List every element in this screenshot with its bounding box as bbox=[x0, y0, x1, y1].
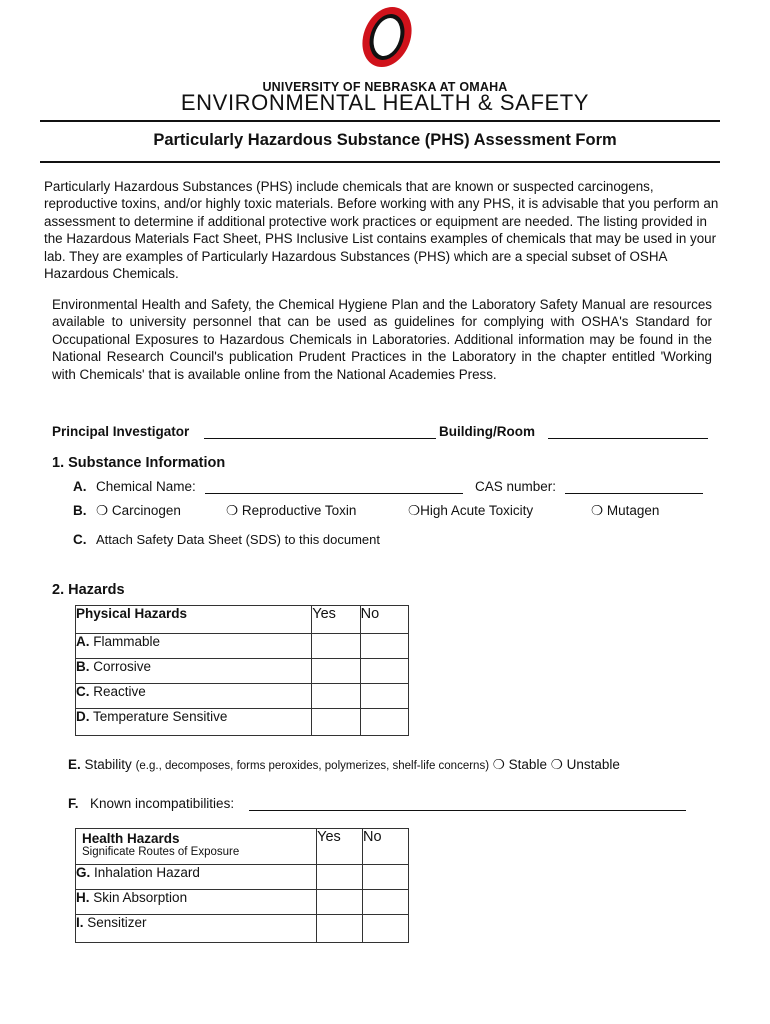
cas-number-label: CAS number: bbox=[475, 479, 557, 494]
hazard-label-cell bbox=[76, 659, 312, 684]
hazard-label-cell bbox=[76, 684, 312, 709]
building-input[interactable] bbox=[548, 424, 708, 439]
flammable-yes-cell[interactable] bbox=[312, 634, 360, 659]
health-hazards-header-cell bbox=[76, 829, 317, 865]
physical-hazards-header: Physical Hazards bbox=[76, 606, 312, 634]
unstable-option[interactable] bbox=[551, 757, 620, 772]
physical-yes-header: Yes bbox=[312, 606, 360, 634]
inhalation-hazard-label: Inhalation Hazard bbox=[94, 865, 200, 880]
title-bottom-rule bbox=[40, 161, 720, 163]
radio-circle-icon[interactable]: ❍ bbox=[408, 503, 421, 518]
corrosive-no-cell[interactable] bbox=[360, 659, 408, 684]
temperature-sensitive-yes-cell[interactable] bbox=[312, 709, 360, 736]
table-row bbox=[76, 915, 409, 943]
row-letter: H. bbox=[76, 890, 90, 905]
building-label: Building/Room bbox=[439, 424, 535, 439]
stability-detail: (e.g., decomposes, forms peroxides, polymerizes, shelf-life concerns) bbox=[135, 760, 490, 772]
radio-circle-icon[interactable]: ❍ bbox=[492, 757, 505, 772]
row-letter: I. bbox=[76, 915, 84, 930]
health-hazards-table bbox=[75, 828, 409, 943]
table-row bbox=[76, 890, 409, 915]
carcinogen-option[interactable] bbox=[96, 503, 181, 519]
reactive-label: Reactive bbox=[93, 684, 146, 699]
sensitizer-no-cell[interactable] bbox=[363, 915, 409, 943]
row-letter: G. bbox=[76, 865, 91, 880]
physical-no-header: No bbox=[360, 606, 408, 634]
intro-paragraph-2: Environmental Health and Safety, the Chemical Hygiene Plan and the Laboratory Safety Manual are resources available to university personnel that can be used as guidelines for complying with OSHA's Standard for Occupational Exposures to Hazardous Chemicals in Laboratories. Additional information may be found in the National Research Council's publication Prudent Practices in the Laboratory in the chapter entitled 'Working with Chemicals' that is available online from the National Academies Press. bbox=[52, 297, 712, 382]
row-letter: A. bbox=[76, 634, 90, 649]
skin-absorption-no-cell[interactable] bbox=[363, 890, 409, 915]
reactive-yes-cell[interactable] bbox=[312, 684, 360, 709]
attach-sds-text: Attach Safety Data Sheet (SDS) to this document bbox=[96, 532, 380, 547]
section-2-heading: 2. Hazards bbox=[52, 582, 125, 598]
sensitizer-yes-cell[interactable] bbox=[317, 915, 363, 943]
university-logo-icon bbox=[355, 3, 421, 71]
hazard-label-cell bbox=[76, 709, 312, 736]
cas-number-input[interactable] bbox=[565, 479, 703, 494]
corrosive-label: Corrosive bbox=[93, 659, 152, 674]
skin-absorption-yes-cell[interactable] bbox=[317, 890, 363, 915]
high-acute-toxicity-option[interactable] bbox=[408, 503, 533, 519]
table-row bbox=[76, 634, 409, 659]
mutagen-label: Mutagen bbox=[606, 503, 660, 518]
section-1-heading: 1. Substance Information bbox=[52, 455, 226, 471]
stable-option[interactable] bbox=[493, 757, 547, 772]
pi-label: Principal Investigator bbox=[52, 424, 190, 439]
university-name: UNIVERSITY OF NEBRASKA AT OMAHA bbox=[262, 80, 508, 94]
inhalation-no-cell[interactable] bbox=[363, 865, 409, 890]
row-letter: D. bbox=[76, 709, 90, 724]
sensitizer-label: Sensitizer bbox=[87, 915, 147, 930]
reproductive-toxin-label: Reproductive Toxin bbox=[241, 503, 357, 518]
stability-label: Stability bbox=[84, 757, 132, 772]
pi-input[interactable] bbox=[204, 424, 436, 439]
table-row bbox=[76, 709, 409, 736]
stability-row bbox=[68, 757, 620, 773]
item-f-letter: F. bbox=[68, 796, 79, 811]
health-hazards-header: Health Hazards bbox=[82, 831, 180, 846]
intro-paragraph-1: Particularly Hazardous Substances (PHS) include chemicals that are known or suspected carcinogens, reproductive toxins, and/or highly toxic materials. Before working with any PHS, it is advisable that you perform an assessment to determine if additional protective work practices or equipment are needed. The listing provided in the Hazardous Materials Fact Sheet, PHS Inclusive List contains examples of chemicals that may be used in your lab. They are examples of Particularly Hazardous Substances (PHS) which are a special subset of OSHA Hazardous Chemicals. bbox=[44, 179, 719, 282]
carcinogen-label: Carcinogen bbox=[111, 503, 181, 518]
stable-label: Stable bbox=[508, 757, 547, 772]
table-row bbox=[76, 865, 409, 890]
inhalation-yes-cell[interactable] bbox=[317, 865, 363, 890]
item-e-letter: E. bbox=[68, 757, 81, 772]
hazard-label-cell bbox=[76, 915, 317, 943]
item-a-letter: A. bbox=[73, 479, 87, 494]
row-letter: C. bbox=[76, 684, 90, 699]
table-row bbox=[76, 684, 409, 709]
flammable-label: Flammable bbox=[93, 634, 161, 649]
title-top-rule bbox=[40, 120, 720, 122]
temperature-sensitive-no-cell[interactable] bbox=[360, 709, 408, 736]
hazard-label-cell bbox=[76, 634, 312, 659]
routes-of-exposure-subheader: Significate Routes of Exposure bbox=[82, 846, 240, 858]
temperature-sensitive-label: Temperature Sensitive bbox=[93, 709, 228, 724]
item-c-letter: C. bbox=[73, 532, 87, 547]
radio-circle-icon[interactable]: ❍ bbox=[550, 757, 563, 772]
health-yes-header: Yes bbox=[317, 829, 363, 865]
department-name: ENVIRONMENTAL HEALTH & SAFETY bbox=[180, 90, 590, 115]
hazard-label-cell bbox=[76, 865, 317, 890]
item-b-letter: B. bbox=[73, 503, 87, 518]
corrosive-yes-cell[interactable] bbox=[312, 659, 360, 684]
skin-absorption-label: Skin Absorption bbox=[93, 890, 188, 905]
table-row bbox=[76, 659, 409, 684]
reproductive-toxin-option[interactable] bbox=[226, 503, 356, 519]
unstable-label: Unstable bbox=[566, 757, 620, 772]
page-title: Particularly Hazardous Substance (PHS) Assessment Form bbox=[153, 131, 617, 149]
high-acute-toxicity-label: High Acute Toxicity bbox=[420, 503, 534, 518]
reactive-no-cell[interactable] bbox=[360, 684, 408, 709]
radio-circle-icon[interactable]: ❍ bbox=[226, 503, 239, 518]
incompatibilities-input[interactable] bbox=[249, 796, 686, 811]
hazard-label-cell bbox=[76, 890, 317, 915]
radio-circle-icon[interactable]: ❍ bbox=[591, 503, 604, 518]
mutagen-option[interactable] bbox=[591, 503, 659, 519]
incompatibilities-label: Known incompatibilities: bbox=[90, 796, 235, 811]
row-letter: B. bbox=[76, 659, 90, 674]
radio-circle-icon[interactable]: ❍ bbox=[96, 503, 109, 518]
chemical-name-input[interactable] bbox=[205, 479, 463, 494]
physical-hazards-table bbox=[75, 605, 409, 736]
flammable-no-cell[interactable] bbox=[360, 634, 408, 659]
chemical-name-label: Chemical Name: bbox=[96, 479, 196, 494]
health-no-header: No bbox=[363, 829, 409, 865]
